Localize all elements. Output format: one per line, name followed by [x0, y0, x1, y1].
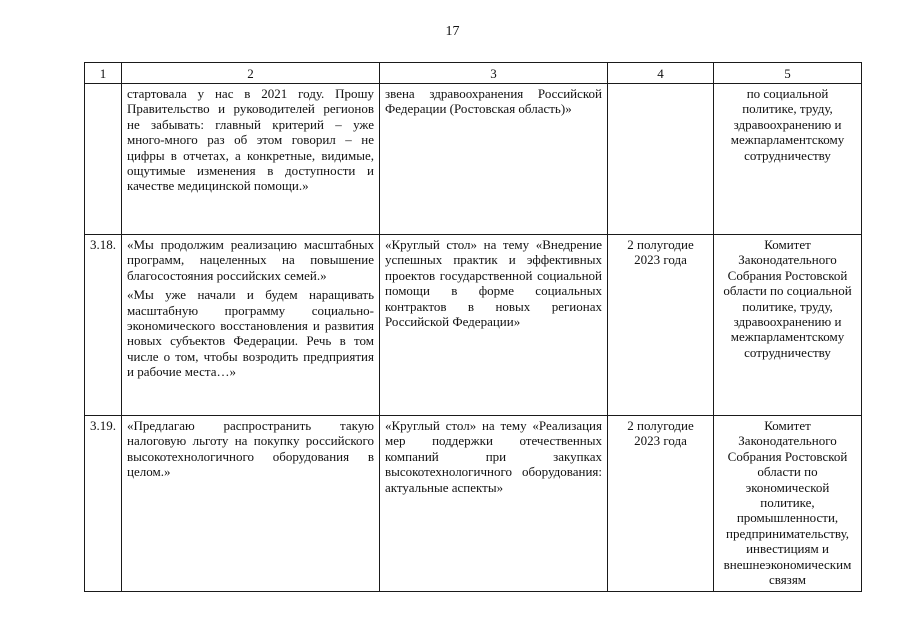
table-row	[85, 416, 862, 592]
quote-cell	[122, 416, 380, 592]
quote-paragraph: «Предлагаю распространить такую налоговую льготу на покупку российского высокотехнологичного оборудования в целом.»	[127, 418, 374, 480]
column-header-1: 1	[85, 63, 122, 84]
row-number: 3.18.	[85, 235, 122, 416]
column-header-4: 4	[608, 63, 714, 84]
quote-paragraph: «Мы продолжим реализацию масштабных программ, нацеленных на повышение благосостояния российских семей.»	[127, 237, 374, 283]
responsible-cell: Комитет Законодательного Собрания Ростовской области по экономической политике, промышленности, предпринимательству, инвестициям и внешнеэкономическим связям	[714, 416, 862, 592]
responsible-cell: по социальной политике, труду, здравоохранению и межпарламентскому сотрудничеству	[714, 84, 862, 235]
table-header-row	[85, 63, 862, 84]
term-cell: 2 полугодие 2023 года	[608, 416, 714, 592]
quote-paragraph: «Мы уже начали и будем наращивать масштабную программу социально-экономического восстановления и развития новых субъектов Федерации. Речь в том числе о том, чтобы возродить предприятия и рабочие места…»	[127, 287, 374, 380]
event-cell: «Круглый стол» на тему «Реализация мер поддержки отечественных компаний при закупках высокотехнологичного оборудования: актуальные аспекты»	[380, 416, 608, 592]
responsible-cell: Комитет Законодательного Собрания Ростовской области по социальной политике, труду, здравоохранению и межпарламентскому сотрудничеству	[714, 235, 862, 416]
page-number: 17	[445, 24, 460, 39]
term-cell: 2 полугодие 2023 года	[608, 235, 714, 416]
table-row	[85, 235, 862, 416]
event-cell: «Круглый стол» на тему «Внедрение успешных практик и эффективных проектов государственной социальной помощи в форме социальных контрактов в новых регионах Российской Федерации»	[380, 235, 608, 416]
row-number	[85, 84, 122, 235]
event-cell: звена здравоохранения Российской Федерации (Ростовская область)»	[380, 84, 608, 235]
column-header-5: 5	[714, 63, 862, 84]
plan-table	[84, 62, 862, 592]
column-header-2: 2	[122, 63, 380, 84]
quote-cell	[122, 84, 380, 235]
row-number: 3.19.	[85, 416, 122, 592]
table-row	[85, 84, 862, 235]
quote-cell	[122, 235, 380, 416]
quote-paragraph: стартовала у нас в 2021 году. Прошу Правительство и руководителей регионов не забывать: главный критерий – уже много-много раз об этом говорил – не цифры в отчетах, а конкретные, видимые, ощутимые изменения в доступности и качестве медицинской помощи.»	[127, 86, 374, 194]
term-cell	[608, 84, 714, 235]
column-header-3: 3	[380, 63, 608, 84]
